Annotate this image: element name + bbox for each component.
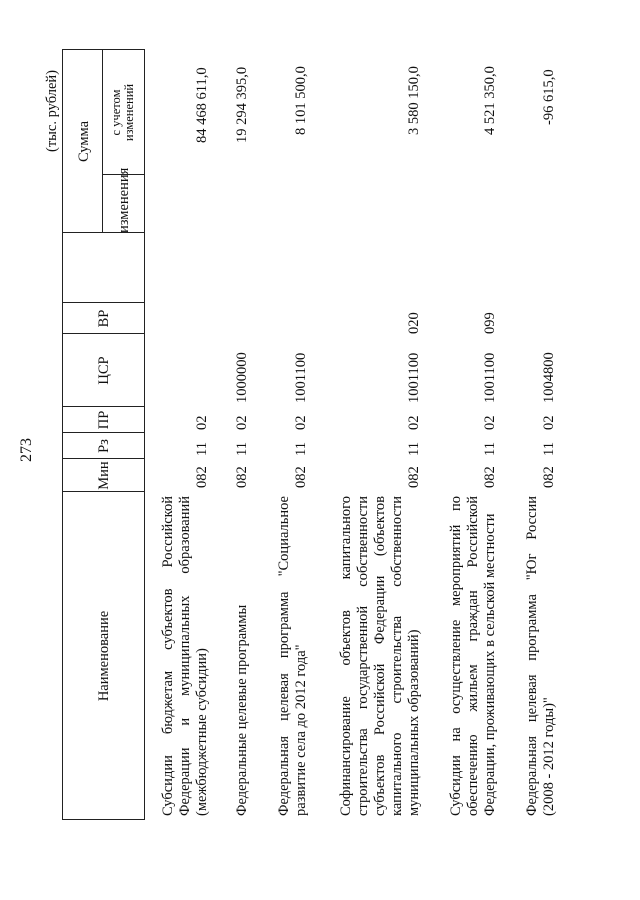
row-min: 082: [234, 466, 250, 488]
row-name-line: обеспечению жильем граждан Российской: [465, 496, 481, 816]
row-rz: 11: [293, 442, 309, 456]
row-name-line: Софинансирование объектов капитального: [338, 496, 354, 816]
row-rz: 11: [406, 442, 422, 456]
header-name: Наименование: [96, 610, 112, 702]
row-min: 082: [194, 466, 210, 488]
row-total: 4 521 350,0: [482, 66, 498, 135]
row-name-line: (межбюджетные субсидии): [194, 648, 210, 816]
page-number: 273: [18, 438, 35, 462]
row-pr: 02: [293, 415, 309, 430]
row-pr: 02: [194, 415, 210, 430]
header-min: Мин: [96, 461, 112, 490]
row-name-line: строительства государственной собственности: [355, 496, 371, 816]
row-pr: 02: [482, 415, 498, 430]
row-name-line: развитие села до 2012 года": [293, 644, 309, 816]
row-csr: 1004800: [541, 352, 557, 403]
row-total: 3 580 150,0: [406, 66, 422, 135]
row-min: 082: [406, 466, 422, 488]
row-total: 19 294 395,0: [234, 66, 250, 143]
header-changes: изменения: [116, 167, 132, 233]
row-name-line: (2008 - 2012 годы)": [541, 697, 557, 816]
row-min: 082: [293, 466, 309, 488]
row-min: 082: [482, 466, 498, 488]
header-summa: Сумма: [76, 120, 92, 163]
row-csr: 1001100: [406, 352, 422, 403]
row-name-line: Федеральные целевые программы: [234, 604, 250, 816]
row-rz: 11: [194, 442, 210, 456]
row-rz: 11: [482, 442, 498, 456]
row-name-line: Федеральная целевая программа "Юг России: [524, 496, 540, 816]
row-pr: 02: [541, 415, 557, 430]
row-name-line: муниципальных образований): [406, 629, 422, 816]
header-pr: ПР: [96, 410, 112, 430]
row-total: -96 615,0: [541, 69, 557, 125]
table-top-border: [62, 50, 63, 820]
row-total: 84 468 611,0: [194, 67, 210, 143]
units-label: (тыс. рублей): [44, 70, 60, 152]
header-with-changes-1: с учетом: [109, 89, 123, 136]
row-name-line: Субсидии на осуществление мероприятий по: [448, 496, 464, 816]
row-total: 8 101 500,0: [293, 66, 309, 135]
row-rz: 11: [234, 442, 250, 456]
row-csr: 1001100: [482, 352, 498, 403]
row-name-line: Федеральная целевая программа "Социальное: [276, 496, 292, 816]
row-name-line: Субсидии бюджетам субъектов Российской: [160, 496, 176, 816]
row-min: 082: [541, 466, 557, 488]
header-csr: ЦСР: [96, 356, 112, 385]
summa-divider: [102, 50, 103, 233]
row-pr: 02: [406, 415, 422, 430]
table-header-bottom-border: [144, 50, 145, 820]
row-name-line: Федерации и муниципальных образований: [177, 496, 193, 816]
row-pr: 02: [234, 415, 250, 430]
row-vr: 099: [482, 312, 498, 334]
row-rz: 11: [541, 442, 557, 456]
row-vr: 020: [406, 312, 422, 334]
header-vr: ВР: [96, 309, 112, 328]
row-name-line: субъектов Российской Федерации (объектов: [372, 496, 388, 816]
row-csr: 1000000: [234, 352, 250, 403]
header-rz: Рз: [96, 439, 112, 453]
header-with-changes-2: изменений: [122, 83, 136, 142]
row-csr: 1001100: [293, 352, 309, 403]
row-name-line: Федерации, проживающих в сельской местности: [482, 513, 498, 816]
row-name-line: капитального строительства собственности: [389, 496, 405, 816]
